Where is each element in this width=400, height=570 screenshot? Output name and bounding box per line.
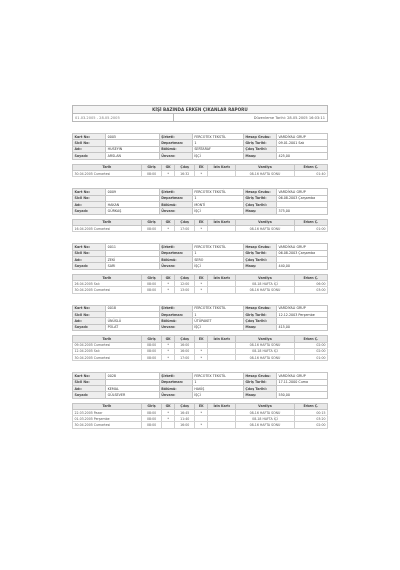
cell-exit: 16:00 (174, 342, 194, 348)
cell-gk: * (162, 342, 175, 348)
sirketi-value: FERCOTEX TEKSTİL (192, 244, 243, 250)
cell-entry: 08:00 (141, 281, 161, 287)
column-header-izin: İzin Kartı (208, 219, 236, 225)
departman-value: 1 (192, 140, 243, 146)
cell-leave-card (208, 287, 236, 293)
employee-info-row (73, 208, 328, 214)
column-header-gk: GK (162, 219, 175, 225)
cell-date: 16.04.2005 Cumartesi (73, 226, 142, 232)
cell-ek: * (195, 422, 208, 428)
cell-shift: 08-16 HAFTA SONU (236, 342, 295, 348)
cell-exit: 11:40 (174, 416, 194, 422)
cell-date: 01.03.2005 Perşembe (73, 416, 142, 422)
early-leave-table (72, 403, 328, 429)
giris-tarihi-value: 09.01.2001 Salı (276, 140, 327, 146)
hesap-grubu-label: Hesap Grubu: (243, 305, 276, 311)
adi-value: HAKAN (106, 201, 160, 207)
column-header-tarih: Tarih (73, 219, 142, 225)
hesap-grubu-value: VARDİYALI GRUP (276, 244, 327, 250)
cikis-tarihi-label: Çıkış Tarihi: (243, 201, 276, 207)
cell-shift: 08-18 HAFTA İÇİ (236, 416, 295, 422)
cell-leave-card (208, 226, 236, 232)
giris-tarihi-value: 06.08.2003 Çarşamba (276, 250, 327, 256)
column-header-gk: GK (162, 336, 175, 342)
cell-shift: 08-16 HAFTA SONU (236, 226, 295, 232)
cell-shift: 08-16 HAFTA SONU (236, 410, 295, 416)
column-header-tarih: Tarih (73, 336, 142, 342)
cell-ek: * (195, 170, 208, 176)
soyadi-value: GÜLSEVER (106, 392, 160, 398)
maas-label: Maaş: (243, 392, 276, 398)
column-header-gk: GK (162, 403, 175, 409)
cell-early-exit: 01:40 (294, 170, 327, 176)
column-header-izin: İzin Kartı (208, 336, 236, 342)
early-leave-table (72, 335, 328, 361)
table-row (73, 226, 328, 232)
adi-value: HÜSEYİN (106, 146, 160, 152)
adi-label: Adı: (73, 201, 106, 207)
cell-exit: 13:00 (174, 287, 194, 293)
maas-value: 425,00 (276, 153, 327, 159)
hesap-grubu-value: VARDİYALI GRUP (276, 373, 327, 379)
adi-label: Adı: (73, 146, 106, 152)
cell-shift: 08-18 HAFTA İÇİ (236, 348, 295, 354)
sirketi-value: FERCOTEX TEKSTİL (192, 305, 243, 311)
cell-date: 30.04.2005 Cumartesi (73, 287, 142, 293)
cell-early-exit: 02:00 (294, 348, 327, 354)
cell-exit: 16:00 (174, 422, 194, 428)
departman-value: 1 (192, 250, 243, 256)
cell-shift: 08-16 HAFTA SONU (236, 287, 295, 293)
column-header-vardiya: Vardiya (236, 219, 295, 225)
kart-no-value: 0011 (106, 244, 160, 250)
cell-entry: 08:00 (141, 416, 161, 422)
unvani-value: İŞÇİ (192, 324, 243, 330)
departman-value: 1 (192, 195, 243, 201)
bolumu-value: ÜTÜPAKET (192, 318, 243, 324)
column-header-ek: EK (195, 336, 208, 342)
kart-no-label: Kart No: (73, 305, 106, 311)
cell-gk (162, 422, 175, 428)
departman-label: Departman: (159, 312, 192, 318)
table-row (73, 422, 328, 428)
cell-gk: * (162, 354, 175, 360)
cell-ek: * (195, 410, 208, 416)
column-header-tarih: Tarih (73, 164, 142, 170)
cell-early-exit: 01:00 (294, 226, 327, 232)
employee-block (72, 243, 328, 293)
employee-info-row (73, 392, 328, 398)
cell-shift: 08-16 HAFTA SONU (236, 354, 295, 360)
column-header-cikis: Çıkış (174, 164, 194, 170)
soyadi-label: Soyadı: (73, 324, 106, 330)
table-row (73, 287, 328, 293)
cell-gk: * (162, 170, 175, 176)
kart-no-label: Kart No: (73, 244, 106, 250)
cell-shift: 08-16 HAFTA SONU (236, 422, 295, 428)
soyadi-value: GÜRKAŞ (106, 208, 160, 214)
maas-value: 440,00 (276, 263, 327, 269)
cell-ek: * (195, 287, 208, 293)
cell-gk: * (162, 226, 175, 232)
column-header-vardiya: Vardiya (236, 274, 295, 280)
kart-no-value: 0018 (106, 305, 160, 311)
column-header-ek: EK (195, 219, 208, 225)
bolumu-label: Bölümü: (159, 385, 192, 391)
report-header (72, 105, 328, 122)
unvani-value: İŞÇİ (192, 153, 243, 159)
soyadi-value: POLAT (106, 324, 160, 330)
report-page (72, 105, 328, 429)
cell-entry: 08:00 (141, 354, 161, 360)
maas-label: Maaş: (243, 153, 276, 159)
adi-value: ÜNÜSLÜ (106, 318, 160, 324)
column-header-erken: Erken Ç. (294, 219, 327, 225)
cell-gk: * (162, 416, 175, 422)
column-header-gk: GK (162, 274, 175, 280)
cell-leave-card (208, 170, 236, 176)
cell-shift: 08-18 HAFTA İÇİ (236, 281, 295, 287)
maas-label: Maaş: (243, 324, 276, 330)
column-header-giris: Giriş (141, 219, 161, 225)
cell-date: 30.04.2005 Cumartesi (73, 422, 142, 428)
departman-label: Departman: (159, 250, 192, 256)
departman-label: Departman: (159, 379, 192, 385)
adi-label: Adı: (73, 385, 106, 391)
cell-exit: 17:00 (174, 226, 194, 232)
bolumu-value: HAKİŞ (192, 385, 243, 391)
column-header-giris: Giriş (141, 164, 161, 170)
cell-exit: 16:45 (174, 410, 194, 416)
column-header-ek: EK (195, 274, 208, 280)
hesap-grubu-value: VARDİYALI GRUP (276, 134, 327, 140)
sirketi-label: Şirketi: (159, 189, 192, 195)
employee-info-table (72, 243, 328, 270)
employee-block (72, 305, 328, 362)
unvani-value: İŞÇİ (192, 263, 243, 269)
bolumu-value: SERO (192, 257, 243, 263)
unvani-label: Ünvanı: (159, 324, 192, 330)
column-header-ek: EK (195, 164, 208, 170)
sicil-no-label: Sicil No: (73, 195, 106, 201)
column-header-vardiya: Vardiya (236, 164, 295, 170)
soyadi-label: Soyadı: (73, 208, 106, 214)
giris-tarihi-value: 17.11.2000 Cuma (276, 379, 327, 385)
column-header-erken: Erken Ç. (294, 164, 327, 170)
cell-entry: 08:00 (141, 410, 161, 416)
giris-tarihi-label: Giriş Tarihi: (243, 250, 276, 256)
giris-tarihi-label: Giriş Tarihi: (243, 379, 276, 385)
bolumu-value: SERTARAF (192, 146, 243, 152)
kart-no-label: Kart No: (73, 373, 106, 379)
column-header-erken: Erken Ç. (294, 336, 327, 342)
kart-no-label: Kart No: (73, 189, 106, 195)
cell-entry: 08:00 (141, 342, 161, 348)
unvani-label: Ünvanı: (159, 153, 192, 159)
kart-no-value: 0005 (106, 134, 160, 140)
hesap-grubu-label: Hesap Grubu: (243, 373, 276, 379)
cell-entry: 08:00 (141, 226, 161, 232)
departman-value: 1 (192, 379, 243, 385)
cikis-tarihi-label: Çıkış Tarihi: (243, 257, 276, 263)
sirketi-value: FERCOTEX TEKSTİL (192, 189, 243, 195)
cell-date: 12.04.2005 Salı (73, 348, 142, 354)
column-header-vardiya: Vardiya (236, 336, 295, 342)
giris-tarihi-label: Giriş Tarihi: (243, 195, 276, 201)
sicil-no-label: Sicil No: (73, 379, 106, 385)
column-header-gk: GK (162, 164, 175, 170)
column-header-cikis: Çıkış (174, 274, 194, 280)
column-header-cikis: Çıkış (174, 219, 194, 225)
cikis-tarihi-label: Çıkış Tarihi: (243, 318, 276, 324)
hesap-grubu-value: VARDİYALI GRUP (276, 189, 327, 195)
sirketi-value: FERCOTEX TEKSTİL (192, 373, 243, 379)
cell-gk: * (162, 348, 175, 354)
employee-info-table (72, 188, 328, 215)
hesap-grubu-value: VARDİYALI GRUP (276, 305, 327, 311)
sicil-no-label: Sicil No: (73, 250, 106, 256)
maas-value: 415,00 (276, 324, 327, 330)
kart-no-label: Kart No: (73, 134, 106, 140)
cell-date: 30.04.2005 Cumartesi (73, 354, 142, 360)
employee-info-table (72, 305, 328, 332)
employee-block (72, 372, 328, 429)
column-header-vardiya: Vardiya (236, 403, 295, 409)
giris-tarihi-value: 12.12.2003 Perşembe (276, 312, 327, 318)
cell-early-exit: 06:00 (294, 281, 327, 287)
giris-tarihi-label: Giriş Tarihi: (243, 312, 276, 318)
cell-leave-card (208, 422, 236, 428)
table-row (73, 354, 328, 360)
cell-exit: 12:00 (174, 281, 194, 287)
cell-gk: * (162, 281, 175, 287)
cell-early-exit: 03:20 (294, 416, 327, 422)
column-header-cikis: Çıkış (174, 336, 194, 342)
column-header-erken: Erken Ç. (294, 403, 327, 409)
column-header-giris: Giriş (141, 336, 161, 342)
cell-ek: * (195, 226, 208, 232)
sicil-no-label: Sicil No: (73, 312, 106, 318)
maas-label: Maaş: (243, 208, 276, 214)
unvani-value: İŞÇİ (192, 392, 243, 398)
kart-no-value: 0009 (106, 189, 160, 195)
sirketi-label: Şirketi: (159, 373, 192, 379)
cell-date: 22.03.2005 Pazar (73, 410, 142, 416)
unvani-value: İŞÇİ (192, 208, 243, 214)
maas-label: Maaş: (243, 263, 276, 269)
column-header-giris: Giriş (141, 274, 161, 280)
unvani-label: Ünvanı: (159, 263, 192, 269)
departman-label: Departman: (159, 140, 192, 146)
cell-early-exit: 01:00 (294, 354, 327, 360)
cell-gk: * (162, 410, 175, 416)
column-header-izin: İzin Kartı (208, 274, 236, 280)
bolumu-value: MONTİ (192, 201, 243, 207)
cikis-tarihi-label: Çıkış Tarihi: (243, 385, 276, 391)
cell-leave-card (208, 354, 236, 360)
adi-label: Adı: (73, 257, 106, 263)
column-header-erken: Erken Ç. (294, 274, 327, 280)
column-header-cikis: Çıkış (174, 403, 194, 409)
column-header-ek: EK (195, 403, 208, 409)
sirketi-label: Şirketi: (159, 305, 192, 311)
employee-info-table (72, 372, 328, 399)
soyadi-label: Soyadı: (73, 392, 106, 398)
hesap-grubu-label: Hesap Grubu: (243, 134, 276, 140)
column-header-tarih: Tarih (73, 274, 142, 280)
giris-tarihi-value: 06.08.2003 Çarşamba (276, 195, 327, 201)
report-printed-date: Düzenleme Tarihi: 28.05.2005 16:03:11 (173, 114, 327, 122)
maas-value: 375,00 (276, 208, 327, 214)
bolumu-label: Bölümü: (159, 257, 192, 263)
cell-early-exit: 00:15 (294, 410, 327, 416)
employee-block (72, 188, 328, 232)
cell-ek: * (195, 354, 208, 360)
report-date-range: 01.03.2005 - 28.05.2005 (73, 114, 174, 122)
bolumu-label: Bölümü: (159, 201, 192, 207)
report-title: KİŞİ BAZINDA ERKEN ÇIKANLAR RAPORU (73, 106, 328, 114)
column-header-izin: İzin Kartı (208, 164, 236, 170)
cell-date: 09.04.2005 Cumartesi (73, 342, 142, 348)
cell-exit: 17:00 (174, 354, 194, 360)
cell-entry: 08:00 (141, 287, 161, 293)
sirketi-value: FERCOTEX TEKSTİL (192, 134, 243, 140)
sirketi-label: Şirketi: (159, 244, 192, 250)
departman-value: 1 (192, 312, 243, 318)
hesap-grubu-label: Hesap Grubu: (243, 244, 276, 250)
hesap-grubu-label: Hesap Grubu: (243, 189, 276, 195)
soyadi-value: ARSLAN (106, 153, 160, 159)
early-leave-table (72, 164, 328, 178)
early-leave-table (72, 274, 328, 294)
cell-shift: 08-16 HAFTA SONU (236, 170, 295, 176)
column-header-giris: Giriş (141, 403, 161, 409)
employee-info-table (72, 133, 328, 160)
cell-early-exit: 02:00 (294, 422, 327, 428)
employee-info-row (73, 263, 328, 269)
unvani-label: Ünvanı: (159, 208, 192, 214)
cell-entry: 08:00 (141, 170, 161, 176)
employee-info-row (73, 324, 328, 330)
cell-exit: 16:00 (174, 348, 194, 354)
unvani-label: Ünvanı: (159, 392, 192, 398)
maas-value: 550,00 (276, 392, 327, 398)
early-leave-table (72, 219, 328, 233)
employee-info-row (73, 153, 328, 159)
adi-value: KEMAL (106, 385, 160, 391)
sirketi-label: Şirketi: (159, 134, 192, 140)
cell-ek: * (195, 348, 208, 354)
bolumu-label: Bölümü: (159, 318, 192, 324)
bolumu-label: Bölümü: (159, 146, 192, 152)
adi-value: ZEKİ (106, 257, 160, 263)
cell-entry: 08:00 (141, 348, 161, 354)
column-header-izin: İzin Kartı (208, 403, 236, 409)
cell-date: 30.04.2005 Cumartesi (73, 170, 142, 176)
adi-label: Adı: (73, 318, 106, 324)
soyadi-label: Soyadı: (73, 153, 106, 159)
soyadi-value: SARI (106, 263, 160, 269)
cell-early-exit: 03:00 (294, 287, 327, 293)
cell-entry: 08:00 (141, 422, 161, 428)
soyadi-label: Soyadı: (73, 263, 106, 269)
cell-gk: * (162, 287, 175, 293)
employee-list (72, 133, 328, 429)
cikis-tarihi-label: Çıkış Tarihi: (243, 146, 276, 152)
giris-tarihi-label: Giriş Tarihi: (243, 140, 276, 146)
cell-exit: 16:32 (174, 170, 194, 176)
cell-date: 26.04.2005 Salı (73, 281, 142, 287)
kart-no-value: 0028 (106, 373, 160, 379)
column-header-tarih: Tarih (73, 403, 142, 409)
employee-block (72, 133, 328, 177)
table-row (73, 170, 328, 176)
cell-early-exit: 02:00 (294, 342, 327, 348)
sicil-no-label: Sicil No: (73, 140, 106, 146)
cell-ek: * (195, 281, 208, 287)
departman-label: Departman: (159, 195, 192, 201)
